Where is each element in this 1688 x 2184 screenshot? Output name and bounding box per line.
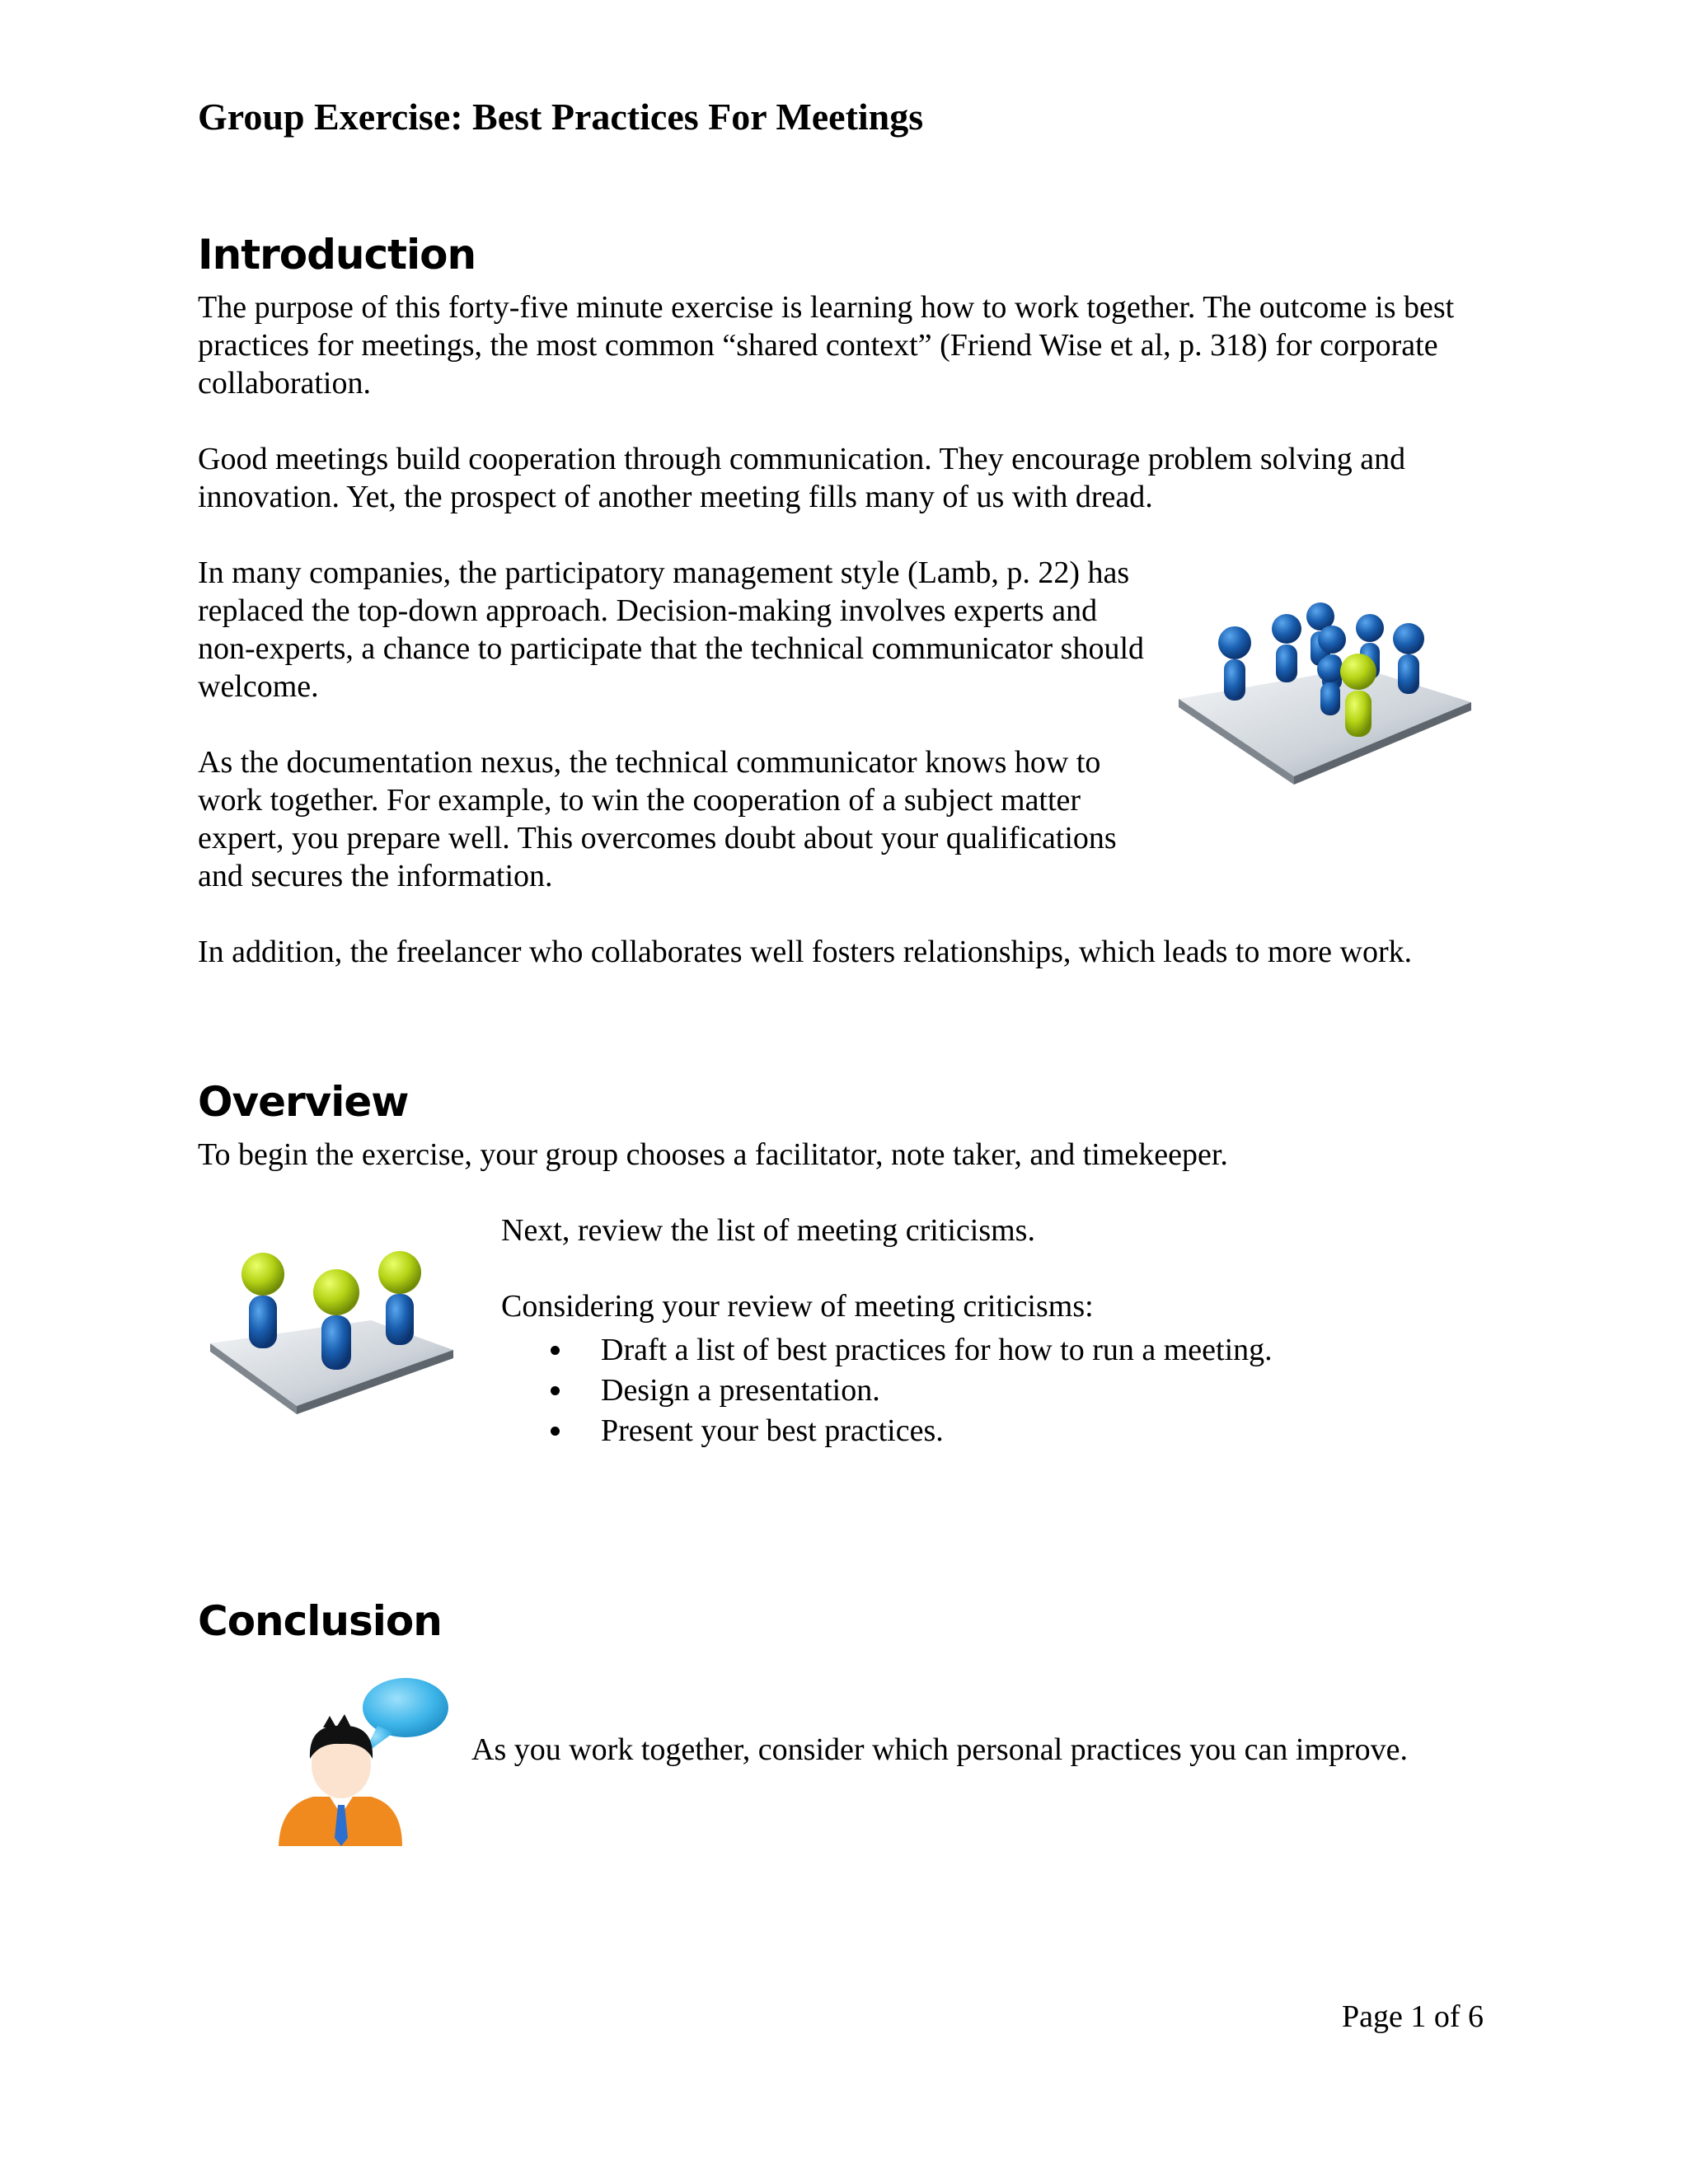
person-speaking-icon [272, 1673, 453, 1854]
bullet-item: Present your best practices. [544, 1411, 1273, 1451]
small-group-illustration [206, 1244, 462, 1426]
introduction-heading: Introduction [198, 231, 476, 279]
team-meeting-illustration [1170, 593, 1484, 799]
intro-paragraph-1: The purpose of this forty-five minute exercise is learning how to work together. The outcome is best practices for meetings, the most common “shared context” (Friend Wise et al, p. 318) for corporate collaboration. [198, 290, 1455, 401]
overview-bullet-list [544, 1330, 1273, 1451]
page-number: Page 1 of 6 [1341, 1999, 1484, 2034]
bullet-dot-icon [551, 1386, 560, 1395]
overview-next: Next, review the list of meeting criticisms. [501, 1213, 1035, 1248]
overview-heading: Overview [198, 1078, 409, 1126]
overview-intro: To begin the exercise, your group chooses a facilitator, note taker, and timekeeper. [198, 1137, 1228, 1172]
speech-bubble-icon [363, 1678, 448, 1755]
bullet-item: Design a presentation. [544, 1371, 1273, 1411]
intro-paragraph-2: Good meetings build cooperation through communication. They encourage problem solving and innovation. Yet, the prospect of another meeting fills many of us with dread. [198, 442, 1406, 514]
bullet-dot-icon [551, 1427, 560, 1436]
conclusion-text: As you work together, consider which personal practices you can improve. [471, 1732, 1409, 1767]
intro-paragraph-4: As the documentation nexus, the technical communicator knows how to work together. For example, to win the cooperation of a subject matter expert, you prepare well. This overcomes doubt about your qualifications and secures the information. [198, 745, 1117, 893]
conclusion-heading: Conclusion [198, 1597, 442, 1645]
intro-paragraph-3: In many companies, the participatory management style (Lamb, p. 22) has replaced the top-down approach. Decision-making involves experts and non-experts, a chance to participate that the technical communicator should welcome. [198, 555, 1144, 704]
intro-paragraph-5: In addition, the freelancer who collaborates well fosters relationships, which leads to more work. [198, 935, 1413, 969]
overview-considering: Considering your review of meeting criticisms: [501, 1289, 1094, 1324]
bullet-item: Draft a list of best practices for how to run a meeting. [544, 1330, 1273, 1371]
document-title: Group Exercise: Best Practices For Meetings [198, 96, 924, 138]
bullet-dot-icon [551, 1346, 560, 1355]
